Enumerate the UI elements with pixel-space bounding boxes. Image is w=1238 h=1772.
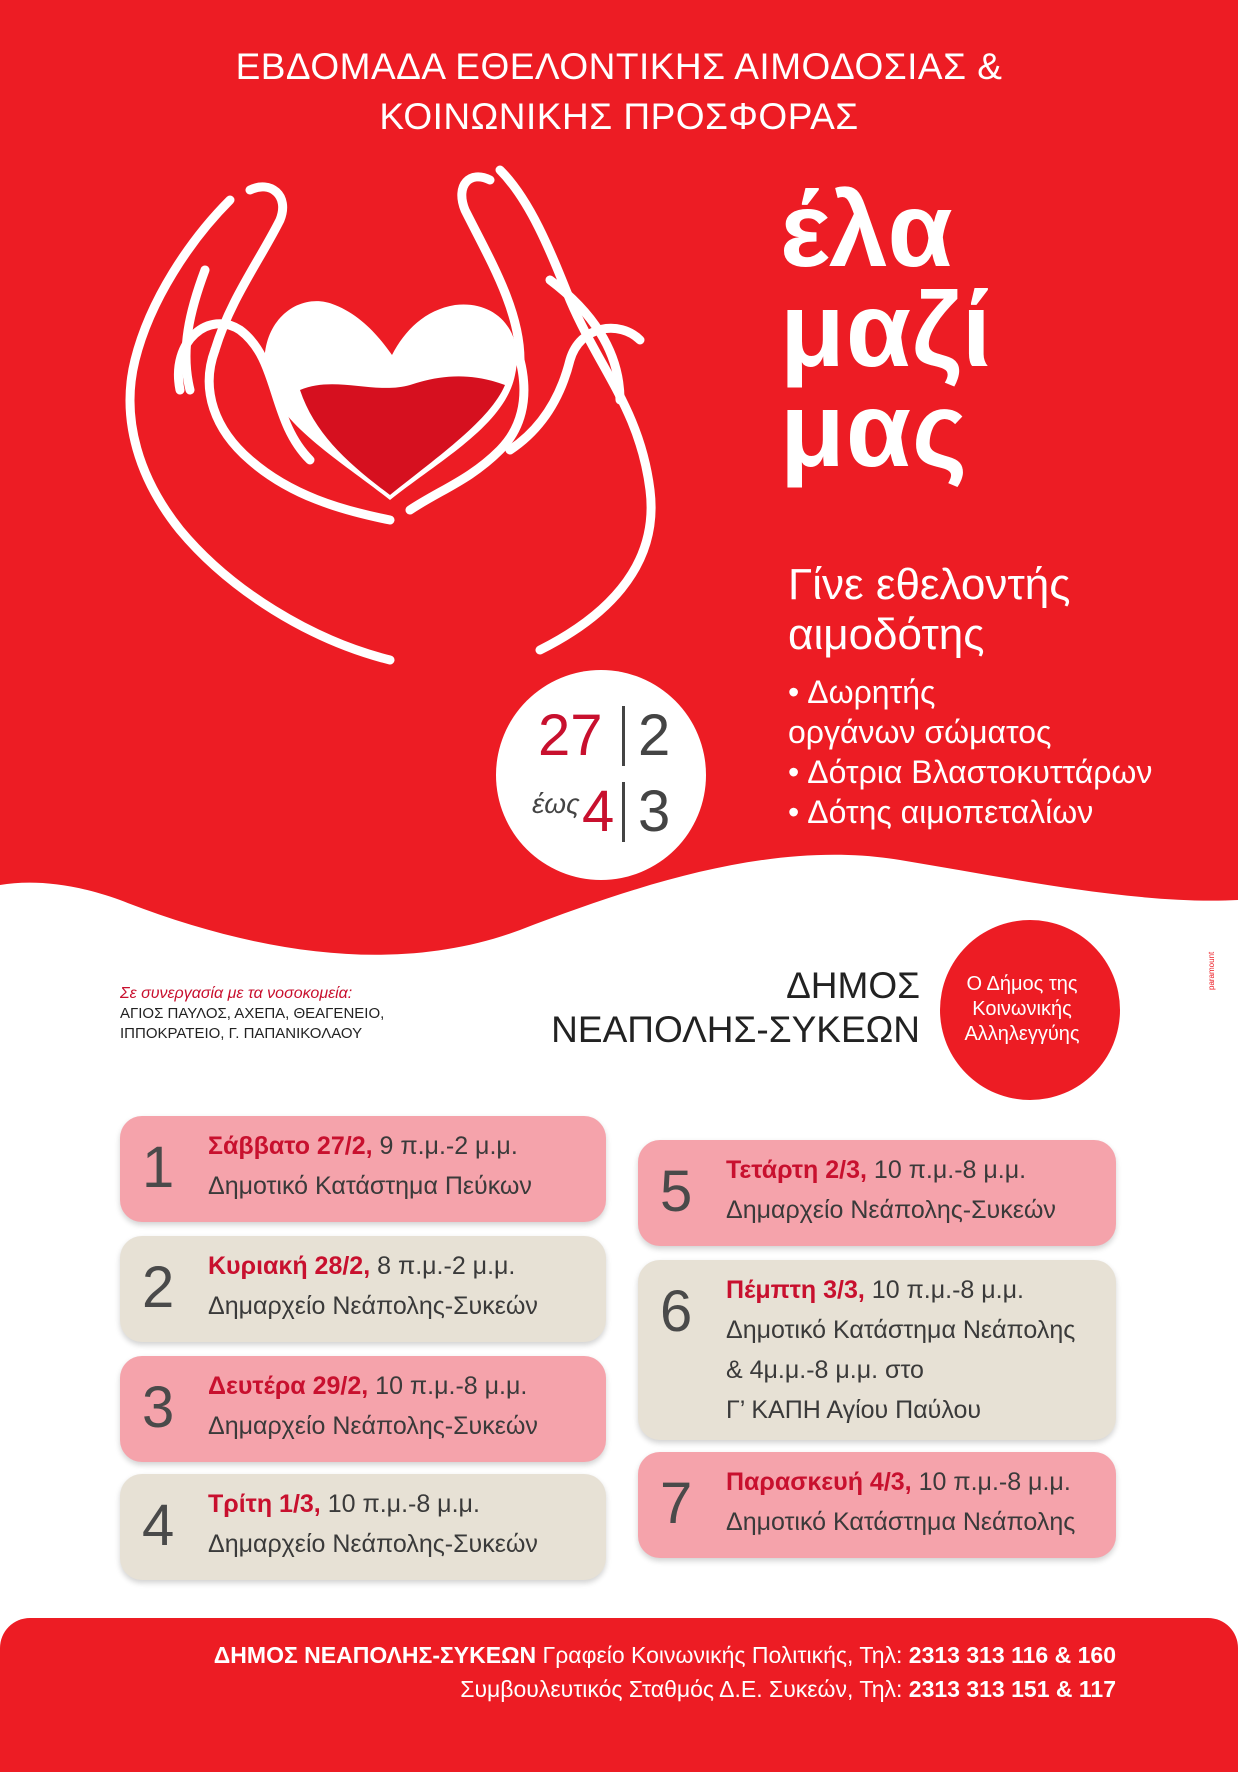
schedule-card [120, 1116, 606, 1222]
partner-line-1: ΑΓΙΟΣ ΠΑΥΛΟΣ, ΑΧΕΠΑ, ΘΕΑΓΕΝΕΙΟ, [120, 1005, 385, 1022]
sub-slogan-line-2: αιμοδότης [788, 610, 985, 659]
footer-office-1: Γραφείο Κοινωνικής Πολιτικής, Τηλ: [536, 1642, 909, 1668]
schedule-time: 8 π.μ.-2 μ.μ. [370, 1252, 516, 1280]
role-label: Δότρια Βλαστοκυττάρων [807, 754, 1153, 790]
hands-heart-illustration [120, 160, 760, 680]
role-item [788, 752, 1152, 792]
event-title [0, 42, 1238, 142]
schedule-day: Τρίτη 1/3, [208, 1490, 321, 1518]
printer-credit: paramount [1207, 951, 1216, 990]
role-item-continuation [788, 712, 1152, 752]
schedule-number: 7 [660, 1471, 693, 1536]
slogan-line-3: μας [780, 371, 969, 489]
schedule-place: Δημοτικό Κατάστημα Νεάπολης [726, 1508, 1076, 1536]
date-range-word: έως [532, 788, 580, 819]
schedule-place: & 4μ.μ.-8 μ.μ. στο [726, 1356, 924, 1384]
schedule-number: 1 [142, 1135, 175, 1200]
motto-text [952, 972, 1092, 1047]
schedule-details [208, 1484, 538, 1564]
footer-org: ΔΗΜΟΣ ΝΕΑΠΟΛΗΣ-ΣΥΚΕΩΝ [213, 1642, 537, 1668]
schedule-card [120, 1474, 606, 1580]
schedule-details [726, 1270, 1075, 1430]
municipality-line-2: ΝΕΑΠΟΛΗΣ-ΣΥΚΕΩΝ [551, 1009, 920, 1050]
schedule-card [638, 1260, 1116, 1440]
footer-contact [0, 1618, 1238, 1772]
bullet-icon: • [788, 794, 800, 830]
schedule-details [208, 1126, 532, 1206]
schedule-day: Πέμπτη 3/3, [726, 1276, 865, 1304]
motto-line-3: Αλληλεγγύης [964, 1023, 1080, 1045]
event-title-line-2: ΚΟΙΝΩΝΙΚΗΣ ΠΡΟΣΦΟΡΑΣ [379, 96, 859, 137]
schedule-time: 9 π.μ.-2 μ.μ. [372, 1132, 518, 1160]
schedule-day: Παρασκευή 4/3, [726, 1468, 912, 1496]
schedule-time: 10 π.μ.-8 μ.μ. [320, 1490, 480, 1518]
slogan-line-1: έλα [780, 171, 954, 289]
footer-office-2: Συμβουλευτικός Σταθμός Δ.Ε. Συκεών, Τηλ: [460, 1676, 909, 1702]
schedule-time: 10 π.μ.-8 μ.μ. [864, 1276, 1024, 1304]
schedule-place: Δημοτικό Κατάστημα Πεύκων [208, 1172, 532, 1200]
schedule-day: Κυριακή 28/2, [208, 1252, 371, 1280]
partner-lead: Σε συνεργασία με τα νοσοκομεία: [120, 985, 353, 1002]
schedule-date-line [208, 1126, 532, 1166]
schedule-details [726, 1150, 1056, 1230]
schedule-date-line [726, 1150, 1056, 1190]
donor-roles-list [788, 672, 1152, 832]
sub-slogan [788, 560, 1070, 660]
schedule-date-line [208, 1366, 538, 1406]
slogan-line-2: μαζί [780, 271, 993, 389]
role-item [788, 792, 1152, 832]
schedule-place: Δημαρχείο Νεάπολης-Συκεών [208, 1292, 538, 1320]
footer-phone-2: 2313 313 151 & 117 [908, 1676, 1116, 1702]
schedule-place: Γ’ ΚΑΠΗ Αγίου Παύλου [726, 1396, 982, 1424]
schedule-number: 2 [142, 1255, 175, 1320]
start-month: 2 [638, 703, 671, 768]
schedule-time: 10 π.μ.-8 μ.μ. [368, 1372, 528, 1400]
start-day: 27 [538, 703, 603, 768]
partner-line-2: ΙΠΠΟΚΡΑΤΕΙΟ, Γ. ΠΑΠΑΝΙΚΟΛΑΟΥ [120, 1025, 363, 1042]
event-title-line-1: ΕΒΔΟΜΑΔΑ ΕΘΕΛΟΝΤΙΚΗΣ ΑΙΜΟΔΟΣΙΑΣ & [235, 46, 1003, 87]
municipality-line-1: ΔΗΜΟΣ [786, 965, 920, 1006]
schedule-date-line [208, 1484, 538, 1524]
bullet-icon: • [788, 674, 800, 710]
schedule-number: 6 [660, 1279, 693, 1344]
schedule-details [208, 1246, 538, 1326]
schedule-card [120, 1356, 606, 1462]
schedule-day: Σάββατο 27/2, [208, 1132, 373, 1160]
schedule-day: Δευτέρα 29/2, [208, 1372, 369, 1400]
end-day: 4 [582, 779, 615, 844]
schedule-date-line [208, 1246, 538, 1286]
schedule-place: Δημαρχείο Νεάπολης-Συκεών [726, 1196, 1056, 1224]
schedule-place: Δημαρχείο Νεάπολης-Συκεών [208, 1412, 538, 1440]
schedule-place: Δημαρχείο Νεάπολης-Συκεών [208, 1530, 538, 1558]
end-month: 3 [638, 779, 671, 844]
schedule-place: Δημοτικό Κατάστημα Νεάπολης [726, 1316, 1076, 1344]
schedule-card [638, 1140, 1116, 1246]
schedule-date-line [726, 1270, 1075, 1310]
footer-line-1 [214, 1640, 1116, 1670]
schedule-card [638, 1452, 1116, 1558]
bullet-icon: • [788, 754, 800, 790]
partner-hospitals [120, 984, 384, 1044]
role-item [788, 672, 1152, 712]
role-label: οργάνων σώματος [788, 714, 1052, 750]
schedule-number: 4 [142, 1493, 175, 1558]
date-divider [622, 706, 625, 766]
date-badge [496, 670, 706, 880]
schedule-date-line [726, 1462, 1075, 1502]
sub-slogan-line-1: Γίνε εθελοντής [788, 560, 1071, 609]
role-label: Δότης αιμοπεταλίων [807, 794, 1094, 830]
schedule-number: 3 [142, 1375, 175, 1440]
schedule-number: 5 [660, 1159, 693, 1224]
schedule-details [208, 1366, 538, 1446]
role-label: Δωρητής [807, 674, 936, 710]
schedule-card [120, 1236, 606, 1342]
footer-phone-1: 2313 313 116 & 160 [908, 1642, 1116, 1668]
motto-line-1: Ο Δήμος της [966, 973, 1078, 995]
municipality-name [520, 964, 920, 1052]
footer-line-2 [460, 1674, 1116, 1704]
motto-line-2: Κοινωνικής [972, 998, 1072, 1020]
date-divider [622, 782, 625, 842]
schedule-details [726, 1462, 1075, 1542]
schedule-time: 10 π.μ.-8 μ.μ. [866, 1156, 1027, 1184]
municipality-motto-badge [940, 920, 1100, 1080]
schedule-day: Τετάρτη 2/3, [726, 1156, 867, 1184]
slogan [780, 171, 993, 489]
schedule-time: 10 π.μ.-8 μ.μ. [911, 1468, 1071, 1496]
